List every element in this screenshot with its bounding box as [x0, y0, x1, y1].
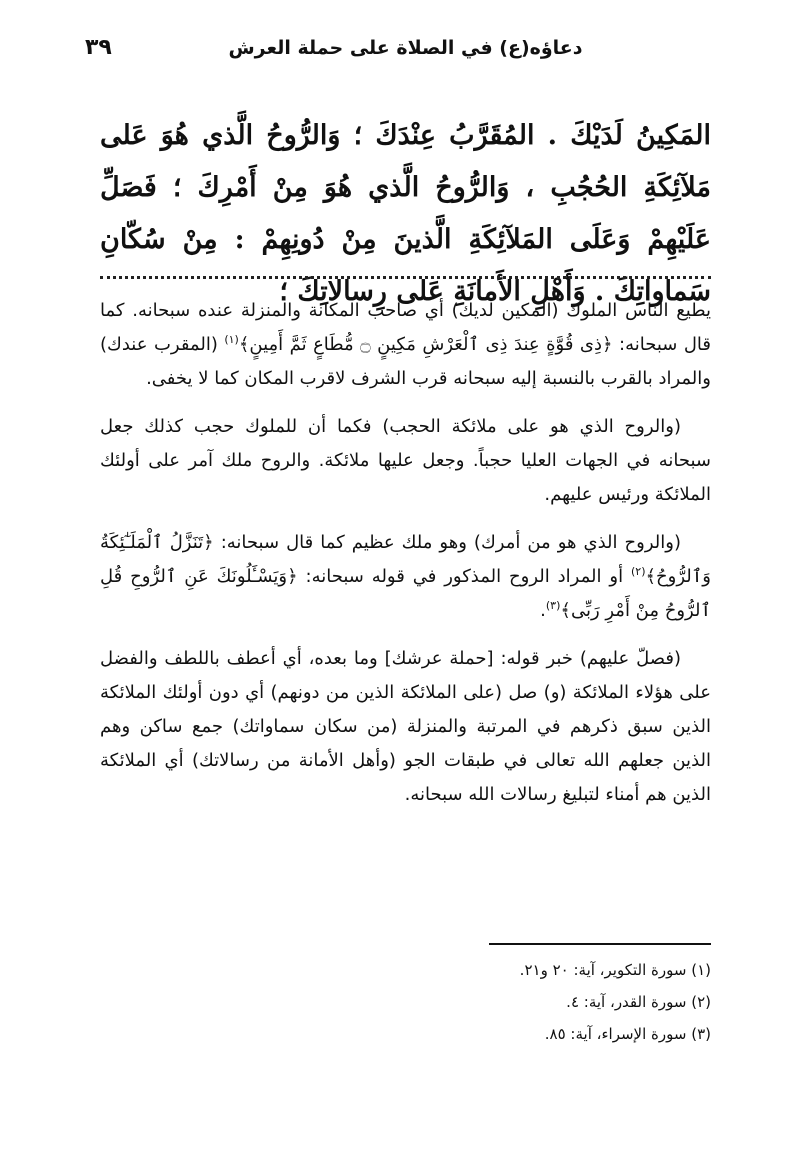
footnote-ref: (٢) — [630, 565, 646, 578]
commentary-text: (والروح الذي هو من أمرك) وهو ملك عظيم كما قال سبحانه: ﴿تَنَزَّلُ ٱلْمَلَـٰٓئِكَةُ وَٱلرُّوحُ﴾ — [100, 532, 711, 587]
page-number: ٣٩ — [85, 35, 112, 60]
footnote-rule — [489, 943, 711, 945]
footnote-ref: (٣) — [545, 599, 561, 612]
footnote-3: (٣) سورة الإسراء، آية: ٨٥. — [544, 1025, 711, 1043]
footnote-ref: (١) — [224, 333, 239, 346]
commentary-text: (والروح الذي هو على ملائكة الحجب) فكما أن للملوك حجب كذلك جعل سبحانه في الجهات العليا حجباً. وجعل عليها ملائكة. والروح ملك آمر على أولئك الملائكة ورئيس عليهم. — [100, 416, 711, 505]
commentary — [100, 294, 711, 826]
dotted-separator — [100, 276, 711, 279]
running-header — [85, 30, 726, 66]
commentary-text: . — [540, 600, 546, 621]
commentary-paragraph-1 — [100, 294, 711, 396]
commentary-paragraph-3 — [100, 526, 711, 628]
commentary-text: (المقرب عندك) والمراد بالقرب بالنسبة إليه سبحانه قرب الشرف لاقرب المكان كما لا يخفى. — [100, 334, 711, 389]
footnote-2: (٢) سورة القدر، آية: ٤. — [566, 993, 711, 1011]
commentary-text: (فصلّ عليهم) خبر قوله: [حملة عرشك] وما بعده، أي أعطف باللطف والفضل على هؤلاء الملائكة (و) صل (على الملائكة الذين من دونهم) أي دون أولئك الملائكة الذين سبق ذكرهم في المرتبة والمنزلة (من سكان سماواتك) جمع ساكن وهم الذين جعلهم الله تعالى في طبقات الجو (وأهل الأمانة من رسالاتك) أي الملائكة الذين هم أمناء لتبليغ رسالات الله سبحانه. — [100, 648, 711, 805]
footnote-1: (١) سورة التكوير، آية: ٢٠ و٢١. — [519, 961, 711, 979]
commentary-text: يطيع الناس الملوك (المكين لديك) أي صاحب المكانة والمنزلة عنده سبحانه. كما قال سبحانه: ﴿ذِى قُوَّةٍ عِندَ ذِى ٱلْعَرْشِ مَكِينٍ ۝ مُّطَاعٍ ثَمَّ أَمِينٍ﴾ — [100, 300, 711, 355]
running-title: دعاؤه(ع) في الصلاة على حملة العرش — [228, 37, 583, 59]
commentary-paragraph-2 — [100, 410, 711, 512]
prayer-text: المَكِينُ لَدَيْكَ . المُقَرَّبُ عِنْدَكَ ؛ وَالرُّوحُ الَّذي هُوَ عَلى مَلآئِكَةِ الحُجُبِ ، وَالرُّوحُ الَّذي هُوَ مِنْ أَمْرِكَ ؛ فَصَلِّ عَلَيْهِمْ وَعَلَى المَلآئِكَةِ الَّذينَ مِنْ دُونِهِمْ : مِنْ سُكّانِ سَماواتِكَ . وَأَهْلِ الأَمانَةِ عَلى رِسالاتِكَ ؛ — [100, 120, 711, 307]
commentary-text: أو المراد الروح المذكور في قوله سبحانه: ﴿وَيَسْـَٔلُونَكَ عَنِ ٱلرُّوحِ قُلِ ٱلرُّوحُ مِنْ أَمْرِ رَبِّى﴾ — [100, 566, 711, 621]
footnotes — [311, 954, 711, 1050]
commentary-paragraph-4 — [100, 642, 711, 812]
